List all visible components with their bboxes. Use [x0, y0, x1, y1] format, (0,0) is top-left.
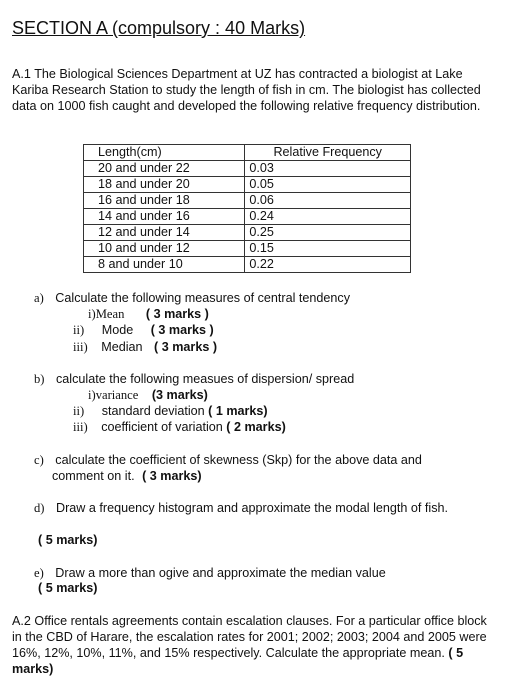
table-cell-frequency: 0.15 — [245, 241, 411, 257]
table-cell-length: 12 and under 14 — [84, 225, 245, 241]
question-a-i-marks: ( 3 marks ) — [145, 307, 209, 321]
table-cell-length: 18 and under 20 — [84, 177, 245, 193]
question-b-ii — [73, 404, 268, 419]
question-e-text: Draw a more than ogive and approximate the median value — [55, 566, 386, 580]
question-a2-label: A.2 — [12, 614, 31, 628]
question-b-ii-text: standard deviation — [101, 404, 205, 418]
table-header-row — [84, 145, 411, 161]
table-row — [84, 241, 411, 257]
table-row — [84, 257, 411, 273]
table-cell-length: 20 and under 22 — [84, 161, 245, 177]
question-d-text: Draw a frequency histogram and approximate the modal length of fish. — [56, 501, 449, 515]
question-b-text: calculate the following measues of dispersion/ spread — [56, 372, 355, 386]
table-cell-frequency: 0.03 — [245, 161, 411, 177]
question-a-label: a) — [34, 291, 44, 305]
question-c-text-line2: comment on it. — [52, 469, 135, 483]
question-a2-text: Office rentals agreements contain escalation clauses. For a particular office block in the CBD of Harare, the escalation rates for 2001; 2002; 2003; 2004 and 2005 were 16%, 12%, 10%, 11%, and 15% respectively. Calculate the appropriate mean. — [12, 614, 487, 660]
question-b-i — [88, 388, 208, 403]
table-cell-frequency: 0.22 — [245, 257, 411, 273]
question-a-iii-marks: ( 3 marks ) — [154, 340, 218, 354]
question-a-ii-label: ii) — [73, 323, 85, 337]
question-d-label: d) — [34, 501, 45, 515]
question-b-iii-marks: ( 2 marks) — [226, 420, 286, 434]
question-c — [34, 453, 422, 468]
question-c-marks: ( 3 marks) — [142, 469, 202, 483]
question-a1-label: A.1 — [12, 67, 31, 81]
table-header-length: Length(cm) — [84, 145, 245, 161]
question-c-text-line1: calculate the coefficient of skewness (Skp) for the above data and — [55, 453, 422, 467]
table-cell-length: 10 and under 12 — [84, 241, 245, 257]
question-b-i-label: i)variance — [88, 388, 139, 402]
question-a-i-label: i)Mean — [88, 307, 125, 321]
question-b-i-marks: (3 marks) — [151, 388, 208, 402]
question-b-ii-marks: ( 1 marks) — [208, 404, 268, 418]
question-a2 — [12, 613, 498, 677]
question-d — [34, 501, 448, 516]
table-row — [84, 177, 411, 193]
question-a-ii-text: Mode — [101, 323, 134, 337]
table-row — [84, 161, 411, 177]
question-b-iii-label: iii) — [73, 420, 88, 434]
question-c-line2 — [52, 469, 202, 483]
table-header-frequency: Relative Frequency — [245, 145, 411, 161]
table-cell-frequency: 0.05 — [245, 177, 411, 193]
question-a2-marks: ( 5 marks) — [12, 646, 464, 676]
question-a-iii-text: Median — [101, 340, 143, 354]
question-a — [34, 291, 350, 306]
table-cell-length: 14 and under 16 — [84, 209, 245, 225]
question-e-label: e) — [34, 566, 44, 580]
question-c-label: c) — [34, 453, 44, 467]
question-b-label: b) — [34, 372, 45, 386]
question-a-i — [88, 307, 209, 322]
table-row — [84, 193, 411, 209]
question-a1-text: The Biological Sciences Department at UZ has contracted a biologist at Lake Kariba Research Station to study the length of fish in cm. The biologist has collected data on 1000 fish caught and developed the following relative frequency distribution. — [12, 67, 481, 113]
section-title: SECTION A (compulsory : 40 Marks) — [12, 18, 306, 38]
frequency-table — [83, 144, 411, 273]
question-e — [34, 566, 386, 581]
table-cell-length: 16 and under 18 — [84, 193, 245, 209]
question-e-marks: ( 5 marks) — [38, 581, 98, 595]
question-d-marks: ( 5 marks) — [38, 533, 98, 547]
question-a-ii-marks: ( 3 marks ) — [150, 323, 214, 337]
question-b-iii — [73, 420, 286, 435]
table-cell-frequency: 0.25 — [245, 225, 411, 241]
question-a-text: Calculate the following measures of central tendency — [55, 291, 351, 305]
table-row — [84, 225, 411, 241]
table-cell-frequency: 0.06 — [245, 193, 411, 209]
question-a-ii — [73, 323, 214, 338]
question-b-ii-label: ii) — [73, 404, 85, 418]
question-a-iii — [73, 340, 217, 355]
table-cell-frequency: 0.24 — [245, 209, 411, 225]
question-b — [34, 372, 354, 387]
question-a-iii-label: iii) — [73, 340, 88, 354]
question-b-iii-text: coefficient of variation — [101, 420, 223, 434]
table-row — [84, 209, 411, 225]
question-a1 — [12, 66, 498, 114]
table-cell-length: 8 and under 10 — [84, 257, 245, 273]
